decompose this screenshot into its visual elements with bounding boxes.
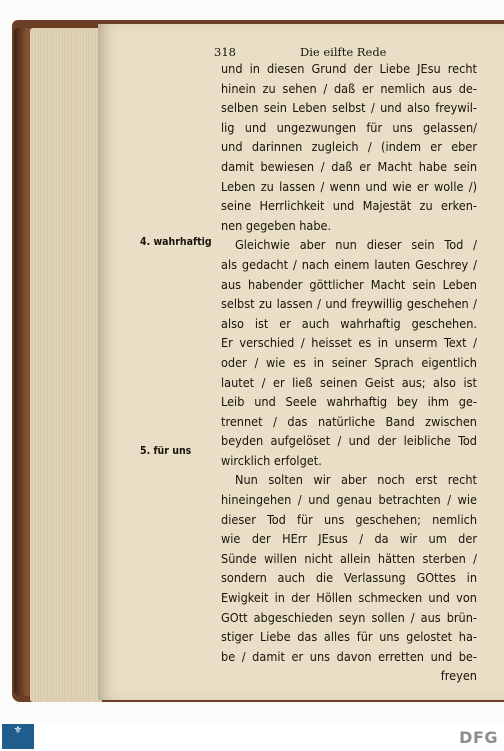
text-line: Gleichwie aber nun dieser sein Tod / xyxy=(235,237,477,253)
page-stack-edges xyxy=(30,28,102,702)
text-line: Ewigkeit in der Höllen schmecken und von xyxy=(221,590,477,606)
text-line: hineingehen / und genau betrachten / wie xyxy=(221,492,477,508)
running-head: Die eilfte Rede xyxy=(300,45,387,59)
text-line: stiger Liebe das alles für uns gelostet ha- xyxy=(221,629,477,645)
text-line: oder / wie es in seiner Sprach eigentlich xyxy=(221,354,477,370)
crest-icon: ⚜ xyxy=(13,725,23,736)
text-line: sondern auch die Verlassung GOttes in xyxy=(221,570,477,586)
catchword: freyen xyxy=(440,668,477,684)
dfg-logo: DFG xyxy=(459,728,498,747)
page-number: 318 xyxy=(214,45,236,59)
text-line: Er verschied / heisset es in unserm Text / xyxy=(221,335,477,351)
margin-note: 4. wahrhaftig xyxy=(140,236,212,248)
text-line: GOtt abgeschieden seyn sollen / aus brün- xyxy=(221,609,477,625)
text-line: seine Herrlichkeit und Majestät zu erken- xyxy=(221,198,477,214)
body-text xyxy=(221,59,477,686)
text-line: Leben zu lassen / wenn und wie er wolle /) xyxy=(221,178,477,194)
text-line: selbst zu lassen / und freywillig geschehen / xyxy=(221,296,477,312)
text-line: dieser Tod für uns geschehen; nemlich xyxy=(221,511,477,527)
text-line: selben sein Leben selbst / und also freywil- xyxy=(221,100,477,116)
text-line: nen gegeben habe. xyxy=(221,217,332,233)
text-line: lautet / er ließ seinen Geist aus; also ist xyxy=(221,374,477,390)
text-line: und in diesen Grund der Liebe JEsu recht xyxy=(221,61,477,76)
text-line: wie der HErr JEsus / da wir um der xyxy=(221,531,477,547)
text-line: damit bewiesen / daß er Macht habe sein xyxy=(221,158,477,174)
franckesche-stiftungen-logo xyxy=(2,724,34,749)
text-line: lig und ungezwungen für uns gelassen/ xyxy=(221,119,477,135)
text-line: aus habender göttlicher Macht sein Leben xyxy=(221,276,477,292)
text-line: und darinnen zugleich / (indem er eber xyxy=(221,139,477,155)
text-line: beyden aufgelöset / und der leibliche Tod xyxy=(221,433,477,449)
text-line: Sünde willen nicht allein hätten sterben / xyxy=(221,550,477,566)
text-line: hinein zu sehen / daß er nemlich aus de- xyxy=(221,80,477,96)
margin-note: 5. für uns xyxy=(140,445,192,457)
text-line: be / damit er uns davon erretten und be- xyxy=(221,648,477,664)
text-line: also ist er auch wahrhaftig geschehen. xyxy=(221,315,477,331)
text-line: Leib und Seele wahrhaftig bey ihm ge- xyxy=(221,394,477,410)
viewer-footer xyxy=(0,722,504,751)
text-line: wircklich erfolget. xyxy=(221,452,322,468)
text-line: trennet / das natürliche Band zwischen xyxy=(221,413,477,429)
text-line: als gedacht / nach einem lauten Geschrey / xyxy=(221,256,477,272)
text-line: Nun solten wir aber noch erst recht xyxy=(235,472,477,488)
